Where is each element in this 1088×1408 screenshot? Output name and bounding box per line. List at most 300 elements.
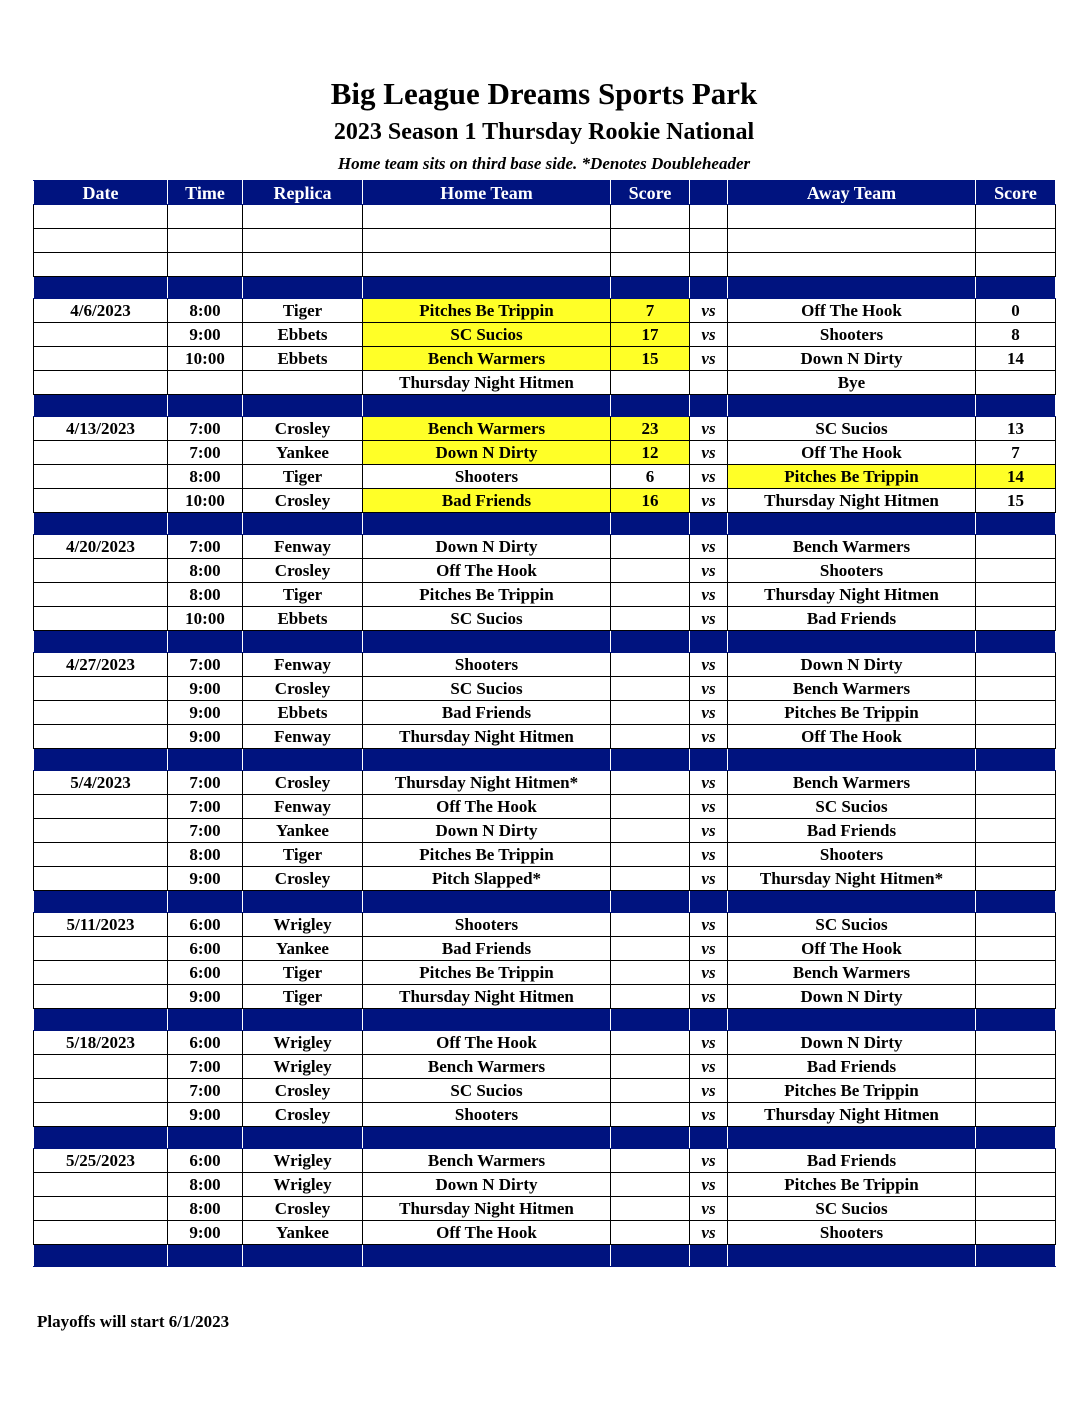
home-team-cell: Pitches Be Trippin [363, 961, 611, 985]
date-cell [34, 867, 168, 891]
vs-cell [690, 253, 728, 277]
replica-cell: Tiger [243, 985, 363, 1009]
home-score-cell [611, 1009, 690, 1031]
home-team-cell: Thursday Night Hitmen [363, 725, 611, 749]
away-score-cell [976, 395, 1056, 417]
time-cell [168, 229, 243, 253]
table-row [34, 819, 1056, 843]
home-team-cell [363, 513, 611, 535]
away-team-cell: Shooters [728, 559, 976, 583]
time-cell: 8:00 [168, 1173, 243, 1197]
home-team-cell: Pitches Be Trippin [363, 843, 611, 867]
home-team-cell [363, 1009, 611, 1031]
home-score-cell [611, 583, 690, 607]
time-cell [168, 253, 243, 277]
replica-cell: Crosley [243, 559, 363, 583]
vs-cell [690, 513, 728, 535]
away-score-cell [976, 701, 1056, 725]
home-team-cell: Pitches Be Trippin [363, 583, 611, 607]
vs-cell [690, 229, 728, 253]
away-score-cell: 15 [976, 489, 1056, 513]
week-separator-row [34, 891, 1056, 913]
date-cell [34, 441, 168, 465]
time-cell: 8:00 [168, 299, 243, 323]
table-row [34, 1173, 1056, 1197]
vs-cell [690, 891, 728, 913]
table-row [34, 1149, 1056, 1173]
home-score-cell: 12 [611, 441, 690, 465]
replica-cell [243, 631, 363, 653]
home-score-cell [611, 1055, 690, 1079]
away-score-cell [976, 1031, 1056, 1055]
time-cell: 7:00 [168, 1079, 243, 1103]
time-cell: 6:00 [168, 1149, 243, 1173]
home-team-cell: Bad Friends [363, 937, 611, 961]
away-score-cell [976, 1127, 1056, 1149]
replica-cell: Crosley [243, 1197, 363, 1221]
date-cell [34, 985, 168, 1009]
away-score-cell [976, 1221, 1056, 1245]
vs-cell: vs [690, 961, 728, 985]
date-cell: 5/25/2023 [34, 1149, 168, 1173]
date-cell: 4/27/2023 [34, 653, 168, 677]
week-separator-row [34, 277, 1056, 299]
date-cell: 4/6/2023 [34, 299, 168, 323]
away-score-cell [976, 607, 1056, 631]
home-score-cell: 6 [611, 465, 690, 489]
replica-cell: Tiger [243, 583, 363, 607]
time-cell [168, 513, 243, 535]
away-team-cell: Bad Friends [728, 607, 976, 631]
replica-cell: Crosley [243, 1079, 363, 1103]
away-team-cell: SC Sucios [728, 795, 976, 819]
vs-cell [690, 1127, 728, 1149]
replica-cell [243, 395, 363, 417]
time-cell [168, 631, 243, 653]
away-score-cell [976, 867, 1056, 891]
vs-cell: vs [690, 1221, 728, 1245]
away-team-cell: Pitches Be Trippin [728, 1173, 976, 1197]
time-cell: 7:00 [168, 795, 243, 819]
date-cell [34, 323, 168, 347]
vs-cell: vs [690, 1103, 728, 1127]
replica-cell: Ebbets [243, 323, 363, 347]
time-cell: 9:00 [168, 323, 243, 347]
away-score-cell: 14 [976, 347, 1056, 371]
date-cell: 4/13/2023 [34, 417, 168, 441]
time-cell: 10:00 [168, 489, 243, 513]
home-score-cell: 17 [611, 323, 690, 347]
date-cell [34, 701, 168, 725]
replica-cell [243, 749, 363, 771]
home-team-cell [363, 891, 611, 913]
date-cell: 4/20/2023 [34, 535, 168, 559]
replica-cell [243, 513, 363, 535]
away-score-cell [976, 1149, 1056, 1173]
time-cell: 6:00 [168, 937, 243, 961]
table-row [34, 913, 1056, 937]
table-row [34, 1197, 1056, 1221]
home-score-cell [611, 771, 690, 795]
away-team-cell: SC Sucios [728, 913, 976, 937]
away-team-cell: Thursday Night Hitmen [728, 489, 976, 513]
home-team-cell: Thursday Night Hitmen [363, 371, 611, 395]
home-score-cell [611, 371, 690, 395]
replica-cell: Tiger [243, 961, 363, 985]
vs-cell: vs [690, 843, 728, 867]
date-cell [34, 677, 168, 701]
away-score-cell [976, 653, 1056, 677]
time-cell: 10:00 [168, 607, 243, 631]
time-cell [168, 371, 243, 395]
home-team-cell: Shooters [363, 1103, 611, 1127]
replica-cell: Fenway [243, 653, 363, 677]
page-note: Home team sits on third base side. *Denotes Doubleheader [337, 154, 751, 173]
time-cell [168, 205, 243, 229]
week-separator-row [34, 1009, 1056, 1031]
date-cell [34, 205, 168, 229]
home-team-cell: Down N Dirty [363, 441, 611, 465]
home-score-cell [611, 1079, 690, 1103]
vs-cell: vs [690, 937, 728, 961]
home-score-cell: 15 [611, 347, 690, 371]
date-cell [34, 1055, 168, 1079]
date-cell [34, 1009, 168, 1031]
replica-cell: Crosley [243, 417, 363, 441]
table-row [34, 1055, 1056, 1079]
vs-cell: vs [690, 1031, 728, 1055]
home-score-cell: 16 [611, 489, 690, 513]
table-row [34, 1103, 1056, 1127]
time-cell: 7:00 [168, 441, 243, 465]
replica-cell: Wrigley [243, 1055, 363, 1079]
away-score-cell [976, 819, 1056, 843]
home-team-cell [363, 205, 611, 229]
home-score-cell [611, 819, 690, 843]
vs-cell [690, 277, 728, 299]
time-cell: 9:00 [168, 985, 243, 1009]
vs-cell: vs [690, 347, 728, 371]
home-score-cell [611, 253, 690, 277]
replica-cell: Ebbets [243, 347, 363, 371]
vs-cell: vs [690, 1149, 728, 1173]
date-cell [34, 631, 168, 653]
replica-cell [243, 891, 363, 913]
table-row [34, 371, 1056, 395]
away-score-cell [976, 1103, 1056, 1127]
time-cell [168, 891, 243, 913]
time-cell: 8:00 [168, 465, 243, 489]
away-team-cell: Down N Dirty [728, 653, 976, 677]
table-row [34, 465, 1056, 489]
home-team-cell: Thursday Night Hitmen* [363, 771, 611, 795]
home-team-cell: Bench Warmers [363, 417, 611, 441]
table-row [34, 1079, 1056, 1103]
date-cell [34, 1221, 168, 1245]
blank-row [34, 229, 1056, 253]
replica-cell: Crosley [243, 489, 363, 513]
replica-cell: Ebbets [243, 701, 363, 725]
replica-cell: Crosley [243, 1103, 363, 1127]
date-cell [34, 277, 168, 299]
away-team-cell: Bad Friends [728, 819, 976, 843]
away-score-cell [976, 1009, 1056, 1031]
replica-cell: Ebbets [243, 607, 363, 631]
table-row [34, 441, 1056, 465]
vs-cell: vs [690, 701, 728, 725]
col-header-home-team: Home Team [363, 181, 611, 205]
table-row [34, 725, 1056, 749]
time-cell: 7:00 [168, 771, 243, 795]
date-cell [34, 607, 168, 631]
home-score-cell [611, 891, 690, 913]
date-cell [34, 1245, 168, 1267]
vs-cell: vs [690, 607, 728, 631]
date-cell [34, 1079, 168, 1103]
home-score-cell [611, 1245, 690, 1267]
home-team-cell: Off The Hook [363, 1031, 611, 1055]
home-team-cell: Down N Dirty [363, 535, 611, 559]
table-row [34, 535, 1056, 559]
home-team-cell [363, 1127, 611, 1149]
home-score-cell [611, 749, 690, 771]
date-cell [34, 1127, 168, 1149]
time-cell: 6:00 [168, 1031, 243, 1055]
away-team-cell: Down N Dirty [728, 985, 976, 1009]
away-score-cell [976, 913, 1056, 937]
away-score-cell [976, 985, 1056, 1009]
away-score-cell [976, 1173, 1056, 1197]
schedule-body [34, 205, 1056, 1267]
home-score-cell [611, 395, 690, 417]
away-score-cell: 8 [976, 323, 1056, 347]
away-score-cell [976, 583, 1056, 607]
date-cell [34, 819, 168, 843]
away-team-cell: Off The Hook [728, 299, 976, 323]
away-team-cell: Pitches Be Trippin [728, 1079, 976, 1103]
table-row [34, 583, 1056, 607]
away-team-cell [728, 891, 976, 913]
table-row [34, 347, 1056, 371]
replica-cell [243, 1009, 363, 1031]
vs-cell: vs [690, 795, 728, 819]
away-team-cell: Bench Warmers [728, 677, 976, 701]
home-score-cell [611, 535, 690, 559]
vs-cell: vs [690, 1079, 728, 1103]
away-score-cell [976, 229, 1056, 253]
home-team-cell [363, 395, 611, 417]
replica-cell: Tiger [243, 299, 363, 323]
home-score-cell: 23 [611, 417, 690, 441]
table-row [34, 937, 1056, 961]
vs-cell [690, 371, 728, 395]
home-team-cell: Thursday Night Hitmen [363, 1197, 611, 1221]
away-team-cell: Off The Hook [728, 725, 976, 749]
blank-row [34, 205, 1056, 229]
blank-row [34, 253, 1056, 277]
date-cell: 5/11/2023 [34, 913, 168, 937]
home-team-cell: Bench Warmers [363, 1055, 611, 1079]
vs-cell [690, 749, 728, 771]
time-cell: 9:00 [168, 867, 243, 891]
table-header-row [34, 181, 1056, 205]
vs-cell: vs [690, 323, 728, 347]
away-score-cell [976, 843, 1056, 867]
away-score-cell [976, 535, 1056, 559]
away-team-cell: SC Sucios [728, 417, 976, 441]
table-row [34, 299, 1056, 323]
vs-cell: vs [690, 299, 728, 323]
date-cell [34, 489, 168, 513]
home-score-cell [611, 1197, 690, 1221]
home-score-cell [611, 631, 690, 653]
col-header-replica: Replica [243, 181, 363, 205]
home-team-cell: Pitches Be Trippin [363, 299, 611, 323]
home-team-cell: Thursday Night Hitmen [363, 985, 611, 1009]
away-team-cell: Off The Hook [728, 937, 976, 961]
col-header-time: Time [168, 181, 243, 205]
vs-cell: vs [690, 913, 728, 937]
home-score-cell [611, 1173, 690, 1197]
time-cell: 7:00 [168, 535, 243, 559]
away-team-cell: Bye [728, 371, 976, 395]
replica-cell: Wrigley [243, 1031, 363, 1055]
away-team-cell [728, 1245, 976, 1267]
week-separator-row [34, 1245, 1056, 1267]
away-score-cell [976, 559, 1056, 583]
table-row [34, 701, 1056, 725]
home-team-cell: SC Sucios [363, 607, 611, 631]
time-cell: 7:00 [168, 417, 243, 441]
col-header-away-team: Away Team [728, 181, 976, 205]
time-cell: 9:00 [168, 1221, 243, 1245]
home-score-cell [611, 867, 690, 891]
col-header-date: Date [34, 181, 168, 205]
away-team-cell: Pitches Be Trippin [728, 465, 976, 489]
week-separator-row [34, 513, 1056, 535]
replica-cell: Wrigley [243, 1149, 363, 1173]
away-team-cell: Shooters [728, 843, 976, 867]
away-score-cell [976, 749, 1056, 771]
vs-cell: vs [690, 771, 728, 795]
home-team-cell: Down N Dirty [363, 819, 611, 843]
home-team-cell: Off The Hook [363, 1221, 611, 1245]
date-cell [34, 725, 168, 749]
home-team-cell: SC Sucios [363, 1079, 611, 1103]
table-row [34, 795, 1056, 819]
home-score-cell [611, 725, 690, 749]
home-team-cell: SC Sucios [363, 677, 611, 701]
replica-cell [243, 277, 363, 299]
home-score-cell [611, 795, 690, 819]
away-team-cell: Pitches Be Trippin [728, 701, 976, 725]
home-team-cell: Off The Hook [363, 559, 611, 583]
replica-cell: Wrigley [243, 913, 363, 937]
table-row [34, 1221, 1056, 1245]
home-team-cell [363, 229, 611, 253]
replica-cell: Crosley [243, 867, 363, 891]
table-row [34, 323, 1056, 347]
table-row [34, 961, 1056, 985]
replica-cell: Yankee [243, 1221, 363, 1245]
home-team-cell: Shooters [363, 465, 611, 489]
away-team-cell: Bad Friends [728, 1149, 976, 1173]
vs-cell [690, 1245, 728, 1267]
away-team-cell: Shooters [728, 323, 976, 347]
replica-cell: Yankee [243, 819, 363, 843]
home-score-cell [611, 277, 690, 299]
table-row [34, 867, 1056, 891]
date-cell [34, 559, 168, 583]
time-cell: 6:00 [168, 913, 243, 937]
table-row [34, 1031, 1056, 1055]
time-cell: 7:00 [168, 653, 243, 677]
away-score-cell [976, 795, 1056, 819]
date-cell [34, 371, 168, 395]
replica-cell [243, 205, 363, 229]
vs-cell: vs [690, 677, 728, 701]
away-score-cell: 14 [976, 465, 1056, 489]
away-team-cell [728, 513, 976, 535]
away-team-cell: Bad Friends [728, 1055, 976, 1079]
vs-cell: vs [690, 867, 728, 891]
away-score-cell [976, 1245, 1056, 1267]
date-cell [34, 961, 168, 985]
vs-cell: vs [690, 1173, 728, 1197]
away-team-cell [728, 253, 976, 277]
away-team-cell: Down N Dirty [728, 347, 976, 371]
date-cell [34, 513, 168, 535]
home-team-cell [363, 749, 611, 771]
home-team-cell [363, 277, 611, 299]
home-score-cell: 7 [611, 299, 690, 323]
time-cell [168, 395, 243, 417]
date-cell [34, 1173, 168, 1197]
vs-cell: vs [690, 1055, 728, 1079]
replica-cell [243, 1245, 363, 1267]
date-cell [34, 583, 168, 607]
home-team-cell: Shooters [363, 913, 611, 937]
away-team-cell: Off The Hook [728, 441, 976, 465]
home-score-cell [611, 701, 690, 725]
home-team-cell: SC Sucios [363, 323, 611, 347]
home-score-cell [611, 559, 690, 583]
date-cell [34, 843, 168, 867]
date-cell [34, 937, 168, 961]
away-team-cell [728, 205, 976, 229]
week-separator-row [34, 631, 1056, 653]
home-score-cell [611, 843, 690, 867]
time-cell: 6:00 [168, 961, 243, 985]
vs-cell: vs [690, 465, 728, 489]
vs-cell: vs [690, 489, 728, 513]
time-cell: 7:00 [168, 1055, 243, 1079]
home-score-cell [611, 607, 690, 631]
vs-cell: vs [690, 441, 728, 465]
vs-cell: vs [690, 583, 728, 607]
vs-cell: vs [690, 653, 728, 677]
col-header-vs [690, 181, 728, 205]
away-score-cell [976, 631, 1056, 653]
vs-cell: vs [690, 725, 728, 749]
away-score-cell [976, 677, 1056, 701]
away-score-cell [976, 371, 1056, 395]
replica-cell: Tiger [243, 465, 363, 489]
replica-cell: Wrigley [243, 1173, 363, 1197]
date-cell: 5/4/2023 [34, 771, 168, 795]
away-score-cell [976, 725, 1056, 749]
date-cell: 5/18/2023 [34, 1031, 168, 1055]
